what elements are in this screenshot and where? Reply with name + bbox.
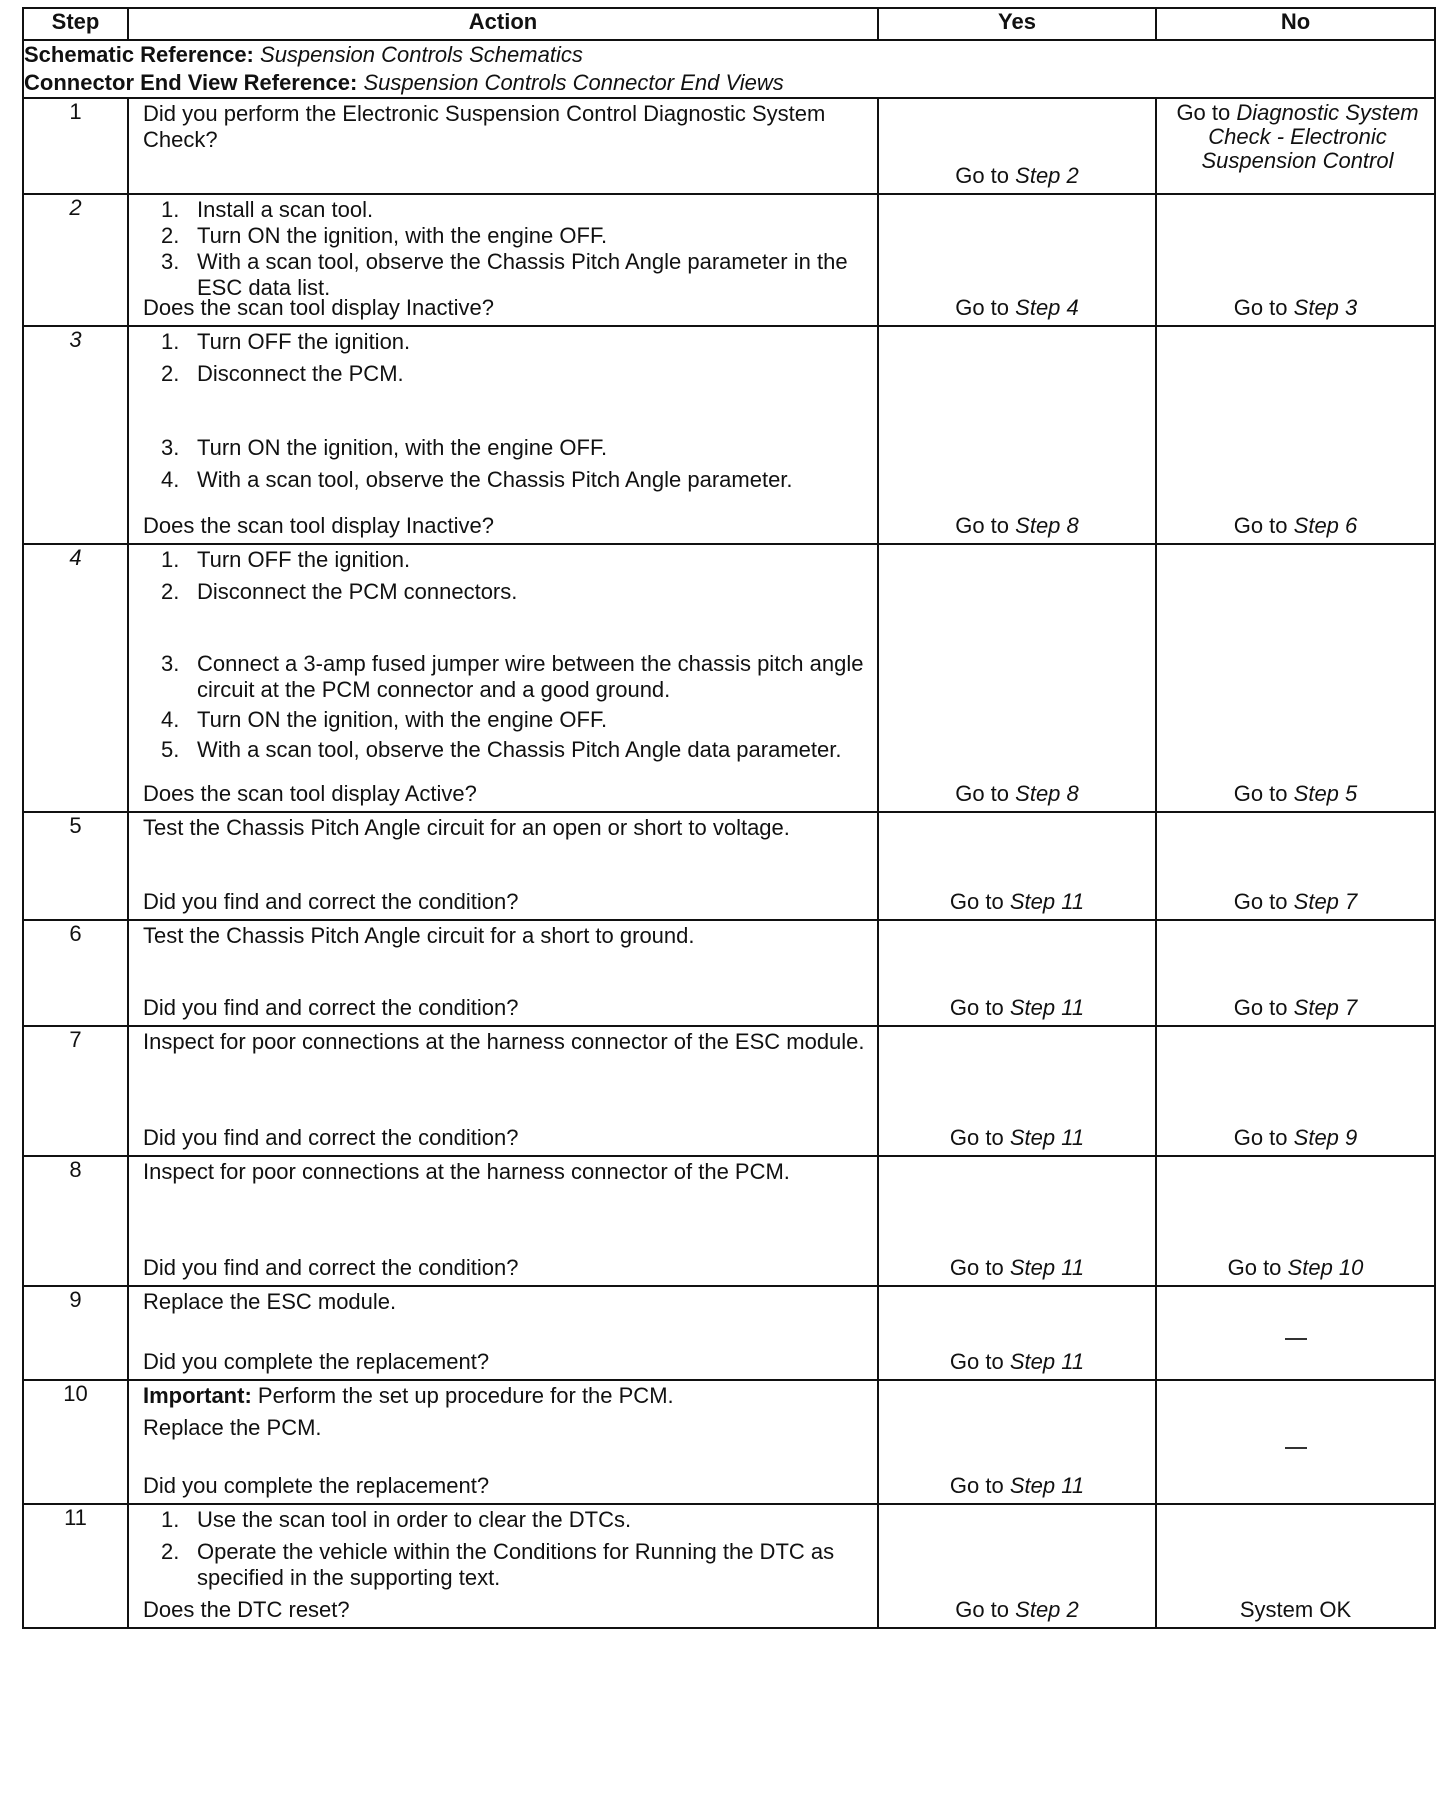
action-text: Test the Chassis Pitch Angle circuit for a short to ground. [143,923,695,948]
step-number: 7 [23,1026,128,1156]
header-row [23,8,1435,40]
step-number: 11 [23,1504,128,1628]
header-step: Step [23,8,128,40]
step-number: 3 [23,326,128,544]
action-cell [128,1380,878,1504]
question-text: Did you find and correct the condition? [143,1255,519,1280]
diagnostic-table [22,7,1436,1629]
yes-cell: Go to Step 11 [878,1286,1156,1380]
not-applicable-dash [1285,1338,1307,1340]
action-text: Replace the PCM. [143,1415,322,1440]
no-cell: Go to Step 9 [1156,1026,1435,1156]
table-row [23,920,1435,1026]
action-list [143,329,867,493]
no-link[interactable]: Diagnostic System Check - Electronic Suspension Control [1201,100,1419,173]
list-item: 1. Turn OFF the ignition. [161,329,411,354]
list-item: 4. With a scan tool, observe the Chassis Pitch Angle parameter. [161,467,793,492]
no-cell [1156,1504,1435,1628]
table-row [23,544,1435,812]
no-cell: Go to Step 7 [1156,920,1435,1026]
system-ok-text: System OK [1239,1597,1352,1622]
yes-cell: Go to Step 11 [878,1156,1156,1286]
yes-step-link[interactable]: Step 4 [1015,295,1079,320]
action-cell [128,920,878,1026]
no-step-link[interactable]: Step 6 [1293,513,1358,538]
action-cell [128,1504,878,1628]
go-to-label: Go to [955,163,1010,188]
header-no: No [1156,8,1435,40]
list-item: 1. Use the scan tool in order to clear the DTCs. [161,1507,632,1532]
action-cell [128,98,878,194]
list-item: 2. Turn ON the ignition, with the engine OFF. [161,223,608,248]
question-text: Does the scan tool display Inactive? [143,295,494,320]
list-item: 2. Disconnect the PCM connectors. [161,579,518,604]
action-cell [128,812,878,920]
question-text: Did you find and correct the condition? [143,1125,519,1150]
yes-cell [878,98,1156,194]
connector-reference-link[interactable]: Suspension Controls Connector End Views [363,70,784,95]
question-text: Did you find and correct the condition? [143,889,519,914]
step-number: 6 [23,920,128,1026]
list-item: 4. Turn ON the ignition, with the engine OFF. [161,707,608,732]
step-number: 2 [23,194,128,326]
table-row [23,1156,1435,1286]
step-number: 10 [23,1380,128,1504]
step-number: 8 [23,1156,128,1286]
question-text: Did you complete the replacement? [143,1349,490,1374]
header-action: Action [128,8,878,40]
no-cell [1156,1286,1435,1380]
action-cell [128,1026,878,1156]
action-cell [128,1156,878,1286]
connector-reference-label: Connector End View Reference: [24,70,358,95]
yes-step-link[interactable]: Step 11 [1009,1473,1085,1498]
step-number: 9 [23,1286,128,1380]
question-text: Does the scan tool display Inactive? [143,513,494,538]
yes-cell: Go to Step 8 [878,326,1156,544]
action-cell [128,194,878,326]
no-step-link[interactable]: Step 7 [1293,889,1358,914]
table-row [23,1026,1435,1156]
table-row [23,194,1435,326]
schematic-reference [24,41,1434,69]
important-note [143,1383,867,1409]
list-item: 5. With a scan tool, observe the Chassis Pitch Angle data parameter. [161,737,842,762]
yes-step-link[interactable]: Step 11 [1009,995,1085,1020]
list-item: 3. Turn ON the ignition, with the engine OFF. [161,435,608,460]
yes-cell: Go to Step 11 [878,1026,1156,1156]
go-to-label: Go to [1176,100,1231,125]
table-row [23,1286,1435,1380]
no-step-link[interactable]: Step 7 [1293,995,1358,1020]
yes-step-link[interactable]: Step 11 [1009,1125,1085,1150]
question-text: Does the DTC reset? [143,1597,350,1622]
schematic-reference-label: Schematic Reference: [24,42,254,67]
no-cell: Go to Step 3 [1156,194,1435,326]
yes-step-link[interactable]: Step 11 [1009,1349,1085,1374]
step-number: 1 [23,98,128,194]
question-text: Did you find and correct the condition? [143,995,519,1020]
action-text: Did you perform the Electronic Suspension Control Diagnostic System Check? [143,101,826,152]
list-item: 2. Operate the vehicle within the Conditions for Running the DTC as specified in the supporting text. [161,1539,835,1590]
yes-cell: Go to Step 8 [878,544,1156,812]
yes-step-link[interactable]: Step 2 [1015,1597,1079,1622]
connector-reference [24,69,1434,97]
table-row [23,98,1435,194]
action-list [143,547,867,763]
action-text: Replace the ESC module. [143,1289,397,1314]
no-cell: Go to Step 5 [1156,544,1435,812]
no-cell: Go to Step 10 [1156,1156,1435,1286]
header-yes: Yes [878,8,1156,40]
table-row [23,1380,1435,1504]
list-item: 1. Install a scan tool. [161,197,374,222]
yes-cell: Go to Step 11 [878,812,1156,920]
action-list [143,197,867,301]
no-cell: Go to Step 6 [1156,326,1435,544]
list-item: 3. Connect a 3-amp fused jumper wire between the chassis pitch angle circuit at the PCM connector and a good ground. [161,651,864,702]
yes-cell: Go to Step 2 [878,1504,1156,1628]
yes-step-link[interactable]: Step 11 [1009,889,1085,914]
no-cell [1156,98,1435,194]
action-text: Test the Chassis Pitch Angle circuit for an open or short to voltage. [143,815,790,840]
step-number: 5 [23,812,128,920]
yes-step-link[interactable]: Step 8 [1015,781,1079,806]
question-text: Does the scan tool display Active? [143,781,477,806]
not-applicable-dash [1285,1447,1307,1449]
action-cell [128,1286,878,1380]
no-step-link[interactable]: Step 3 [1293,295,1358,320]
important-label: Important: [143,1383,252,1408]
yes-cell: Go to Step 4 [878,194,1156,326]
step-number: 4 [23,544,128,812]
reference-row [23,40,1435,98]
yes-cell: Go to Step 11 [878,1380,1156,1504]
reference-cell [23,40,1435,98]
schematic-reference-link[interactable]: Suspension Controls Schematics [260,42,583,67]
question-text: Did you complete the replacement? [143,1473,490,1498]
list-item: 2. Disconnect the PCM. [161,361,404,386]
table-row [23,812,1435,920]
no-cell [1156,1380,1435,1504]
no-step-link[interactable]: Step 10 [1287,1255,1364,1280]
action-cell [128,544,878,812]
action-list [143,1507,867,1591]
no-step-link[interactable]: Step 9 [1293,1125,1358,1150]
list-item: 3. With a scan tool, observe the Chassis Pitch Angle parameter in the ESC data list. [161,249,848,300]
action-cell [128,326,878,544]
table-row [23,326,1435,544]
action-text: Inspect for poor connections at the harness connector of the ESC module. [143,1029,865,1054]
yes-step-link[interactable]: Step 8 [1015,513,1079,538]
important-text: Perform the set up procedure for the PCM. [257,1383,674,1408]
action-text: Inspect for poor connections at the harness connector of the PCM. [143,1159,790,1184]
table-row [23,1504,1435,1628]
list-item: 1. Turn OFF the ignition. [161,547,411,572]
yes-cell: Go to Step 11 [878,920,1156,1026]
no-cell: Go to Step 7 [1156,812,1435,920]
yes-step-link[interactable]: Step 11 [1009,1255,1085,1280]
no-step-link[interactable]: Step 5 [1293,781,1358,806]
yes-step-link[interactable]: Step 2 [1015,163,1079,188]
